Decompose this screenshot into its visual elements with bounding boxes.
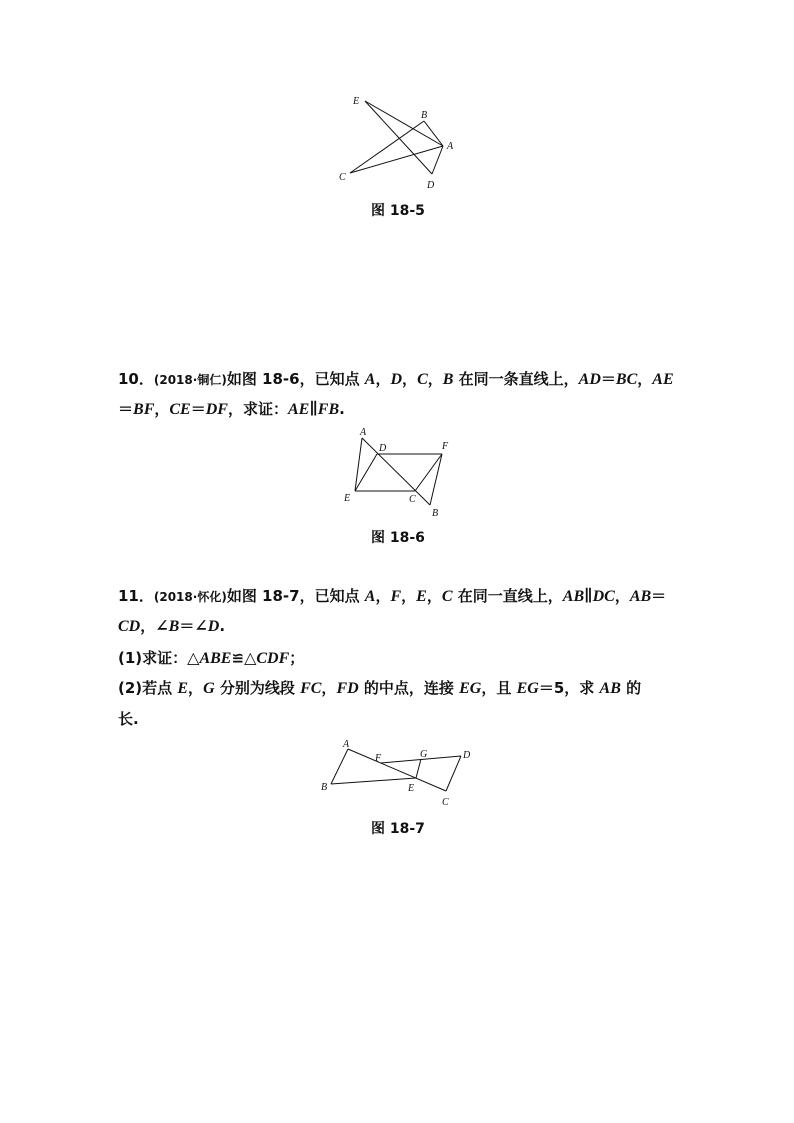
q11-sep: ，	[426, 587, 442, 605]
q10-var: B	[442, 371, 454, 388]
figure-18-7-diagram	[318, 736, 483, 811]
point-label-F: F	[375, 753, 382, 764]
q11-var: F	[390, 588, 402, 605]
point-label-A: A	[343, 739, 350, 750]
q11-number: 11．	[118, 587, 154, 605]
q11-text: 在同一直线上，	[452, 587, 563, 605]
q11-expr: △ABE	[187, 650, 232, 667]
q11-var: G	[203, 680, 215, 697]
figure-18-5-caption: 图 18-5	[371, 203, 425, 219]
segment-AB	[331, 749, 348, 784]
q11-expr: AB∥DC	[562, 588, 615, 605]
q10-source: (2018·铜仁)	[153, 373, 227, 387]
q11-part-1-prefix: (1)求证：	[118, 649, 188, 667]
segment-DC	[446, 756, 461, 791]
q11-sep: ，	[614, 587, 630, 605]
q10-sep: ，	[375, 370, 391, 388]
q11-part-2-prefix: (2)若点	[118, 679, 178, 697]
figure-18-6-caption: 图 18-6	[371, 530, 425, 546]
q11-text: 的	[620, 679, 642, 697]
q11-eq: ＝	[651, 587, 667, 605]
q10-eq: ＝	[600, 370, 616, 388]
q10-expr: AD	[578, 371, 601, 388]
q10-sep: ，	[637, 370, 653, 388]
q10-var: C	[417, 371, 428, 388]
q11-part-1	[118, 647, 304, 668]
segment-AE	[355, 438, 362, 491]
point-label-B: B	[421, 110, 428, 121]
q11-sep: ，	[188, 679, 204, 697]
segment-AB	[362, 438, 430, 505]
q11-end: .	[219, 617, 226, 635]
q11-number-value: 5	[553, 679, 565, 697]
point-label-F: F	[442, 441, 449, 452]
point-label-C: C	[339, 172, 346, 183]
q11-part-2-line-1	[118, 677, 641, 698]
q11-var: C	[441, 588, 453, 605]
q11-var: FD	[336, 680, 359, 697]
q10-eq: ＝	[190, 400, 206, 418]
point-label-E: E	[353, 96, 360, 107]
q10-expr: AE∥FB	[287, 401, 340, 418]
q10-number: 10．	[118, 370, 154, 388]
figure-18-5-diagram	[330, 90, 460, 190]
point-label-A: A	[447, 141, 454, 152]
q10-sep: ，	[402, 370, 418, 388]
q11-var: A	[364, 588, 376, 605]
q11-expr: △CDF	[244, 650, 290, 667]
segment-BC	[350, 121, 424, 173]
point-label-D: D	[427, 180, 435, 191]
q10-expr: BF	[133, 401, 155, 418]
q10-text: 在同一条直线上，	[453, 370, 579, 388]
q11-text: 长.	[118, 710, 139, 728]
q10-text: ，求证：	[227, 400, 288, 418]
segment-AD	[432, 146, 443, 174]
point-label-A: A	[360, 427, 367, 438]
q11-text: ，求	[564, 679, 600, 697]
q11-var: E	[177, 680, 189, 697]
figure-18-6-diagram	[335, 425, 455, 520]
q11-eq: ＝	[538, 679, 554, 697]
q11-source: (2018·怀化)	[153, 590, 227, 604]
point-label-D: D	[463, 750, 471, 761]
segment-BA	[424, 121, 443, 146]
q10-expr: DF	[205, 401, 228, 418]
q11-sep: ，	[321, 679, 337, 697]
q11-line-1	[118, 585, 666, 606]
q10-line-1	[118, 368, 674, 389]
q11-var: AB	[599, 680, 621, 697]
q10-line-2	[118, 398, 345, 419]
figure-18-5	[330, 90, 460, 190]
segment-BE	[331, 778, 416, 784]
q11-sep: ，	[375, 587, 391, 605]
point-label-B: B	[321, 782, 328, 793]
q11-expr: ∠B	[155, 618, 180, 635]
point-label-E: E	[408, 783, 415, 794]
q10-expr: AE	[652, 371, 674, 388]
q11-text: 如图 18-7，已知点	[226, 587, 365, 605]
point-label-C: C	[442, 797, 449, 808]
q11-var: E	[416, 588, 427, 605]
q10-expr: CE	[169, 401, 191, 418]
q11-var: EG	[516, 680, 539, 697]
segment-GE	[416, 759, 421, 778]
segment-DE	[355, 454, 377, 491]
point-label-G: G	[420, 749, 428, 760]
segment-EA	[365, 101, 443, 146]
q11-expr: CD	[118, 618, 141, 635]
point-label-E: E	[344, 493, 351, 504]
q10-text: 如图 18-6，已知点	[226, 370, 365, 388]
q11-var: EG	[459, 680, 482, 697]
q11-sep: ，	[140, 617, 156, 635]
point-label-D: D	[379, 443, 387, 454]
figure-18-7	[318, 736, 483, 811]
q11-part-2-line-2	[118, 708, 139, 729]
q10-var: D	[390, 371, 403, 388]
q11-eq: ＝	[179, 617, 195, 635]
figure-18-6	[335, 425, 455, 520]
point-label-C: C	[409, 494, 416, 505]
q11-text: ，且	[481, 679, 517, 697]
q10-eq: ＝	[118, 400, 134, 418]
q10-sep: ，	[154, 400, 170, 418]
point-label-B: B	[432, 508, 439, 519]
q11-expr: AB	[629, 588, 652, 605]
q11-text: 分别为线段	[214, 679, 301, 697]
q11-sep: ，	[401, 587, 417, 605]
segment-CA	[350, 146, 443, 173]
segment-AC	[348, 749, 446, 791]
q10-expr: BC	[615, 371, 638, 388]
q10-end: .	[339, 400, 345, 418]
q10-sep: ，	[427, 370, 443, 388]
figure-18-7-caption: 图 18-7	[371, 821, 425, 837]
q11-line-2	[118, 615, 225, 636]
q11-expr: ∠D	[194, 618, 220, 635]
q11-end: ；	[289, 649, 305, 667]
q11-congruent-symbol: ≌	[231, 649, 245, 667]
q11-var: FC	[300, 680, 322, 697]
q11-text: 的中点，连接	[358, 679, 460, 697]
q10-var: A	[364, 371, 376, 388]
